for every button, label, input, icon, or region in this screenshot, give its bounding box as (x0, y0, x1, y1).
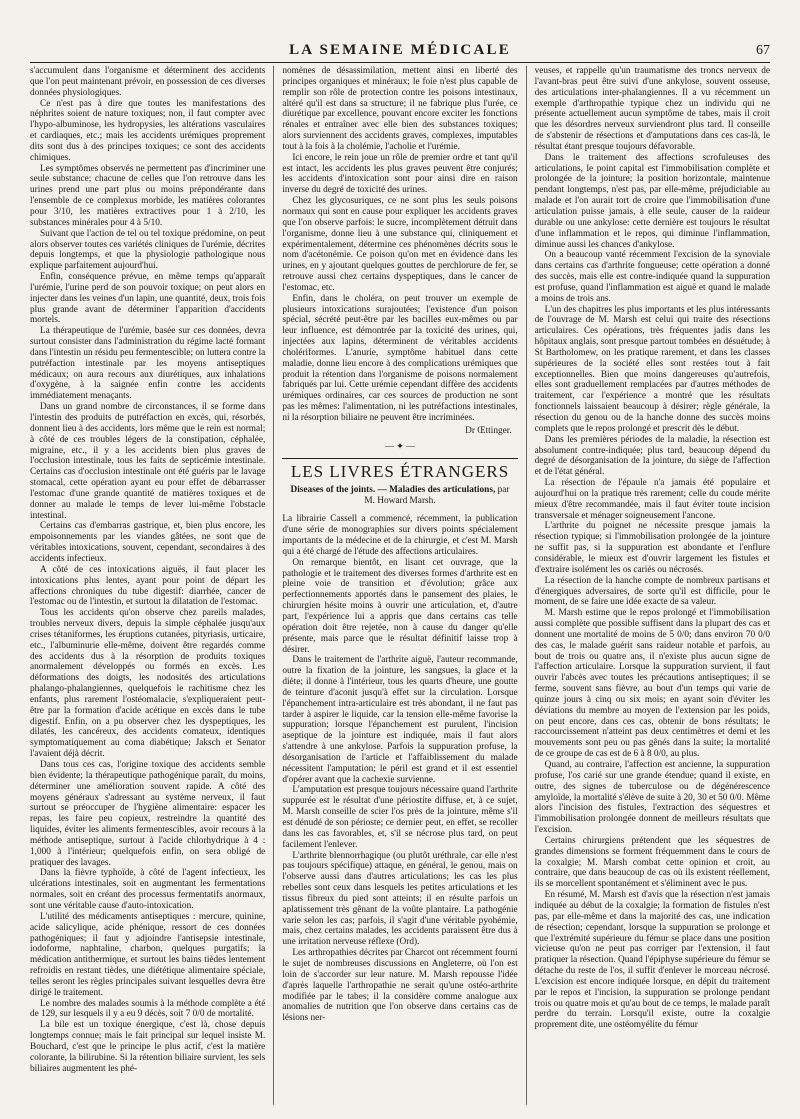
review-heading (288, 485, 511, 507)
review-title: Diseases of the joints. — Maladies des articulations, (290, 485, 496, 496)
paragraph: Dans le traitement des affections scrofuleuses des articulations, le point capital est l'immobilisation complète et prolongée de la jointure; la position horizontale, maintenue pendant longtemps, n'est pas, par elle-même, préjudiciable au malade et l'on aurait tort de croire que l'immobilisation d'une articulation puisse jamais, à elle seule, causer de la raideur durable ou une ankylose: cette dernière est toujours le résultat d'une inflammation et le repos, qui diminue l'inflammation, diminue aussi les chances d'ankylose. (534, 152, 770, 250)
paragraph: L'arthrite du poignet ne nécessite presque jamais la résection typique; si l'immobilisation prolongée de la jointure ne suffit pas, si la suppuration est abondante et l'enflure considérable, le mieux est d'ouvrir largement les fistules et d'extraire isolément les os cariés ou nécrosés. (534, 521, 770, 575)
paragraph: On a beaucoup vanté récemment l'excision de la synoviale dans certains cas d'arthrite fongueuse; cette opération a donné des succès, mais elle est contre-indiquée quand la suppuration est profuse, quand l'inflammation est aiguë et quand le malade a moins de trois ans. (534, 250, 770, 304)
paragraph: On remarque bientôt, en lisant cet ouvrage, que la pathologie et le traitement des diverses formes d'arthrite est en pleine voie de transition et d'évolution; grâce aux perfectionnements apportés dans le pansement des plaies, le chirurgien hésite moins à ouvrir une articulation, et, d'autre part, l'expérience lui a appris que dans certains cas telle opération doit être rejetée, non à cause du danger qu'elle présente, mais parce que le résultat définitif laisse trop à désirer. (282, 557, 518, 655)
column-left (30, 66, 273, 1105)
paragraph: Dans les premières périodes de la maladie, la résection est absolument contre-indiquée; plus tard, beaucoup dépend du degré de désorganisation de la jointure, du siège de l'affection et de l'état général. (534, 434, 770, 478)
article-columns (30, 66, 770, 1105)
paragraph: En résumé, M. Marsh est d'avis que la résection n'est jamais indiquée au début de la coxalgie; la formation de fistules n'est pas, par elle-même et dans la majorité des cas, une indication de résection; cependant, lorsque la suppuration se prolonge et que l'extrémité supérieure du fémur se place dans une position vicieuse qu'on ne peut pas corriger par l'extension, il faut pratiquer la résection. Quand l'épiphyse supérieure du fémur se détache du reste de l'os, il suffit d'enlever le morceau nécrosé. L'excision est encore indiquée lorsque, en dépit du traitement par le repos et l'incision, la suppuration se prolonge pendant trois ou quatre mois et qu'au bout de ce temps, le malade paraît perdre du terrain. Lorsqu'il existe, outre la coxalgie proprement dite, une ostéomyélite du fémur (534, 890, 770, 1031)
paragraph: La résection de l'épaule n'a jamais été populaire et aujourd'hui on la pratique très rarement; celle du coude mérite mieux d'être recommandée, mais il faut éviter toute incision transversale et ménager soigneusement l'ancone. (534, 478, 770, 521)
paragraph: Enfin, conséquence prévue, en même temps qu'apparaît l'urémie, l'urine perd de son pouvoir toxique; on peut alors en injecter dans les veines d'un lapin, une quantité, deux, trois fois plus grande avant de déterminer l'apparition d'accidents mortels. (30, 272, 266, 326)
paragraph: L'arthrite blennorrhagique (ou plutôt uréthrale, car elle n'est pas toujours spécifique) attaque, en général, le genou, mais on l'observe aussi dans d'autres articulations; les cas les plus rebelles sont ceux dans lesquels les petites articulations et les tissus fibreux du pied sont atteints; il en résulte parfois un aplatissement très gênant de la voûte plantaire. La pathogénie varie selon les cas; parfois, il s'agit d'une véritable pyohémie, mais, chez certains malades, les accidents paraissent être dus à une irritation nerveuse réflexe (Ord). (282, 850, 518, 948)
paragraph: s'accumulent dans l'organisme et déterminent des accidents que l'on peut maintenant prévoir, en possession de ces diverses données physiologiques. (30, 66, 266, 98)
paragraph: Dans la fièvre typhoïde, à côté de l'agent infectieux, les ulcérations intestinales, soit en augmentant les fermentations normales, soit en créant des processus fermentatifs anormaux, sont une véritable cause d'auto-intoxication. (30, 868, 266, 911)
paragraph: A côté de ces intoxications aiguës, il faut placer les intoxications plus lentes, ayant pour point de départ les affections chroniques du tube digestif: diarrhée, cancer de l'estomac ou de l'intestin, et surtout la dilatation de l'estomac. (30, 564, 266, 608)
paragraph: M. Marsh estime que le repos prolongé et l'immobilisation aussi complète que possible suffisent dans la plupart des cas et donnent une mortalité de moins de 5 0/0; dans environ 70 0/0 des cas, le malade guérit sans raideur notable et parfois, au bout de trois ou quatre ans, il n'existe plus aucun signe de l'affection articulaire. Lorsque la suppuration survient, il faut ouvrir l'abcès avec toutes les précautions antiseptiques; il se ferme, souvent sans fièvre, au bout d'un temps qui varie de quinze jours à cinq ou six mois; en ayant soin d'éviter les déviations du membre au moyen de l'extension par les poids, on peut encore, dans ces cas, obtenir de bons résultats; le raccourcissement n'atteint pas deux centimètres et demi et les mouvements sont peu ou pas gênés dans la suite; la mortalité de ce groupe de cas est de 6 à 8 0/0, au plus. (534, 608, 770, 760)
paragraph: Suivant que l'action de tel ou tel toxique prédomine, on peut alors observer toutes ces variétés cliniques de l'urémie, décrites depuis longtemps, et que la physiologie pathologique nous explique parfaitement aujourd'hui. (30, 228, 266, 272)
section-rule (282, 458, 517, 459)
page-header (30, 40, 770, 63)
review-body (282, 514, 517, 1024)
paragraph: veuses, et rappelle qu'un traumatisme des troncs nerveux de l'avant-bras peut être suivi d'une ankylose, souvent osseuse, des articulations inter-phalangiennes. Il a vu récemment un exemple d'arthropathie typique chez un individu qui ne présente actuellement aucun symptôme de tabes, mais il croit que les désordres nerveux surviendront plus tard. Il conseille de s'abstenir de résections et d'amputations dans ces cas-là, le résultat étant presque toujours défavorable. (534, 66, 770, 152)
paragraph: Tous les accidents qu'on observe chez pareils malades, troubles nerveux divers, depuis la simple céphalée jusqu'aux crises tétaniformes, les éruptions cutanées, pityriasis, urticaire, etc., l'albuminurie elle-même, doivent être regardés comme des accidents dus à la résorption de produits toxiques anormalement développés ou formés en excès. Les déformations des doigts, les nodosités des articulations phalango-phalangiennes, quelquefois le rachitisme chez les enfants, plus rarement l'ostéomalacie, s'expliqueraient peut-être par la formation d'acide acétique en excès dans le tube digestif. Enfin, on a pu observer chez les dyspeptiques, les dilatés, les cancéreux, des accidents comateux, identiques symptomatiquement au coma diabétique; Jaksch et Senator l'avaient déjà décrit. (30, 608, 266, 760)
author-signature: Dr Œttinger. (465, 425, 512, 436)
paragraph: Certains chirurgiens prétendent que les séquestres de grandes dimensions se forment fréquemment dans le cours de la coxalgie; M. Marsh combat cette opinion et croit, au contraire, que dans beaucoup de cas où ils existent réellement, ils se morcellent spontanément et s'éliminent avec le pus. (534, 835, 770, 890)
page-number: 67 (756, 43, 770, 58)
paragraph: Les symptômes observés ne permettent pas d'incriminer une seule substance; chacune de celles que l'on retrouve dans les urines prend une part plus ou moins prépondérante dans l'ensemble de ce complexus morbide, les matières colorantes pour 3/10, les matières extractives pour 1 à 2/10, les substances minérales pour 4 à 5/10. (30, 163, 266, 228)
paragraph: L'utilité des médicaments antiseptiques : mercure, quinine, acide salicylique, acide phénique, ressort de ces données pathogéniques; il faut y adjoindre l'antisepsie intestinale, iodoforme, naphtaline, charbon, quelques purgatifs; la médication antithermique, et surtout les bains tièdes lentement refroidis en restant tièdes, une diététique alimentaire spéciale, telles seront les règles principales suivant lesquelles devra être dirigé le traitement. (30, 911, 266, 998)
paragraph: L'un des chapitres les plus importants et les plus intéressants de l'ouvrage de M. Marsh est celui qui traite des résections articulaires. Ces opérations, très fréquentes jadis dans les hôpitaux anglais, sont presque partout tombées en désuétude; à St Bartholomew, on les pratique rarement, et dans les classes supérieures de la société elles sont restées tout à fait exceptionnelles. Bien que moins dangereuses qu'autrefois, elles sont graduellement remplacées par d'autres méthodes de traitement, car l'expérience a montré que les résultats fonctionnels laissaient beaucoup à désirer; règle générale, la résection du genou ou de la hanche donne des succès moins complets que le repos prolongé et prescrit dès le début. (534, 304, 770, 434)
paragraph: La résection de la hanche compte de nombreux partisans et d'énergiques adversaires, de sorte qu'il est difficile, pour le moment, de se faire une idée exacte de sa valeur. (534, 575, 770, 608)
paragraph: Dans le traitement de l'arthrite aiguë, l'auteur recommande, outre la fixation de la jointure, les sangsues, la glace et la diète; il donne à l'intérieur, tous les quarts d'heure, une goutte de teinture d'aconit jusqu'à effet sur la circulation. Lorsque l'épanchement intra-articulaire est très abondant, il ne faut pas tarder à aspirer le liquide, car la tension elle-même favorise la suppuration; lorsque l'épanchement est purulent, l'incision aseptique de la jointure est indiquée, mais il faut alors s'attendre à une ankylose. Parfois la suppuration profuse, la désorganisation de l'article et l'affaiblissement du malade nécessitent l'amputation; le péril est grand et il est essentiel d'opérer avant que la cachexie survienne. (282, 655, 518, 785)
journal-title: LA SEMAINE MÉDICALE (289, 42, 511, 58)
paragraph: Les arthropathies décrites par Charcot ont récemment fourni le sujet de nombreuses discussions en Angleterre, où l'on est loin de s'accorder sur leur nature. M. Marsh repousse l'idée d'après laquelle l'arthropathie ne serait qu'une ostéo-arthrite modifiée par le tabes; il la considère comme analogue aux anomalies de nutrition que l'on observe dans certains cas de lésions ner- (282, 948, 518, 1024)
section-title: LES LIVRES ÉTRANGERS (290, 461, 510, 481)
paragraph: Enfin, dans le choléra, on peut trouver un exemple de plusieurs intoxications surajoutées; l'existence d'un poison spécial, sécrété peut-être par les bacilles eux-mêmes ou par leur influence, est démontrée par la toxicité des urines, qui, injectées aux lapins, déterminent de véritables accidents cholériformes. L'anurie, symptôme habituel dans cette maladie, donne lieu encore à des complications urémiques que produit la rétention dans l'organisme de poisons normalement fabriqués par lui. Cette urémie cependant diffère des accidents urémiques ordinaires, car ces sources de production ne sont pas les mêmes: l'alimentation, ni les putréfactions intestinales, ni la résorption biliaire ne peuvent être incriminées. (282, 293, 518, 423)
paragraph: Dans tous ces cas, l'origine toxique des accidents semble bien évidente; la thérapeutique pathogénique paraît, du moins, déterminer une amélioration souvent rapide. A côté des moyens généraux s'adressant au système nerveux, il faut surtout se préoccuper de l'hygiène alimentaire: espacer les repas, les faire peu copieux, restreindre la quantité des liquides, éviter les aliments fermentescibles, avoir recours à la méthode antiseptique, surtout à l'acide chlorhydrique à 4 : 1,000 à l'intérieur; quelquefois enfin, on sera obligé de pratiquer des lavages. (30, 760, 266, 868)
paragraph: Dans un grand nombre de circonstances, il se forme dans l'intestin des produits de putréfaction en excès, qui, résorbés, donnent lieu à des accidents, lors même que le rein est normal; à côté de ces troubles légers de la constipation, céphalée, migraine, etc., il y a les accidents bien plus graves de l'occlusion intestinale, tous les faits de septicémie intestinale. Certains cas d'occlusion intestinale ont été guéris par le lavage stomacal, cette opération ayant eu pour effet de débarrasser l'estomac d'une grande quantité de matières toxiques et de donner au malade le temps de lever lui-même l'obstacle intestinal. (30, 402, 266, 521)
paragraph: Quand, au contraire, l'affection est ancienne, la suppuration profuse, l'os carié sur une grande étendue; quand il existe, en outre, des signes de tuberculose ou de dégénérescence amyloïde, la mortalité s'élève de suite à 20, 30 et 50 0/0. Même alors l'incision des fistules, l'extraction des séquestres et l'immobilisation prolongée donnent de meilleurs résultats que l'excision. (534, 760, 770, 836)
paragraph: Ici encore, le rein joue un rôle de premier ordre et tant qu'il est intact, les accidents les plus graves peuvent être conjurés; les accidents d'intoxication sont pour ainsi dire en raison inverse du degré de toxicité des urines. (282, 152, 518, 196)
paragraph: La librairie Cassell a commencé, récemment, la publication d'une série de monographies sur divers points spécialement importants de la médecine et de la chirurgie, et c'est M. Marsh qui a été chargé de l'étude des affections articulaires. (282, 514, 518, 557)
paragraph: nomènes de désassimilation, mettent ainsi en liberté des principes organiques et minéraux; le foie n'est plus capable de remplir son rôle de protection contre les poisons intestinaux, altéré qu'il est dans sa structure; il ne fabrique plus l'urée, ce diurétique par excellence, pouvant encore exciter les fonctions rénales et entraîner avec elle bien des substances toxiques; alors surviennent des accidents graves, complexes, imputables tout à la fois à la cholémie, l'acholie et l'urémie. (282, 66, 518, 152)
paragraph: L'amputation est presque toujours nécessaire quand l'arthrite suppurée est le résultat d'une périostite diffuse, et, à ce sujet, M. Marsh conseille de scier l'os près de la jointure, même s'il est dénudé de son périoste; ce dernier peut, en effet, se recoller dans les cas favorables, et, s'il se nécrose plus tard, on peut facilement l'enlever. (282, 785, 518, 850)
paragraph: Ce n'est pas à dire que toutes les manifestations des néphrites soient de nature toxiques; non, il faut compter avec l'hypo-albuminose, les hydropysies, les altérations vasculaires et cardiaques, etc.; mais les accidents urémiques proprement dits sont dus à des principes toxiques; ce sont des accidents chimiques. (30, 98, 266, 163)
paragraph: La bile est un toxique énergique, c'est là, chose depuis longtemps connue; mais le fait principal sur lequel insiste M. Bouchard, c'est que le principe le plus actif, c'est la matière colorante, la bilirubine. Si la rétention biliaire survient, les sels biliaires augmentent les phé- (30, 1020, 266, 1074)
separator-ornament: — ✦ — (384, 440, 416, 451)
column-right (526, 66, 770, 1105)
paragraph: Chez les glycosuriques, ce ne sont plus les seuls poisons normaux qui sont en cause pour expliquer les accidents graves que l'on observe parfois: le sucre, incomplètement détruit dans l'organisme, donne lieu à une substance qui, cliniquement et expérimentalement, détermine ces phénomènes décrits sous le nom d'acétonémie. Ce poison qu'on met en évidence dans les urines, en y ajoutant quelques gouttes de perchlorure de fer, se retrouve aussi chez certains dyspeptiques, dans le cancer de l'estomac, etc. (282, 196, 518, 293)
paragraph: Le nombre des malades soumis à la méthode complète a été de 129, sur lesquels il y a eu 9 décès, soit 7 0/0 de mortalité. (30, 998, 266, 1020)
column-middle (273, 66, 525, 1105)
review-author: par M. Howard Marsh. (364, 485, 510, 507)
paragraph: Certains cas d'embarras gastrique, et, bien plus encore, les empoisonnements par les viandes gâtées, ne sont que de véritables intoxications, souvent, cependant, secondaires à des accidents infectieux. (30, 521, 266, 564)
article-continuation (282, 66, 517, 424)
paragraph: La thérapeutique de l'urémie, basée sur ces données, devra surtout consister dans l'administration du régime lacté formant dans l'intestin un résidu peu fermentescible; on luttera contre la putréfaction intestinale par les moyens antiseptiques médicaux; on aura recours aux diurétiques, aux inhalations d'oxygène, à la saignée enfin contre les accidents immédiatement menaçants. (30, 326, 266, 402)
